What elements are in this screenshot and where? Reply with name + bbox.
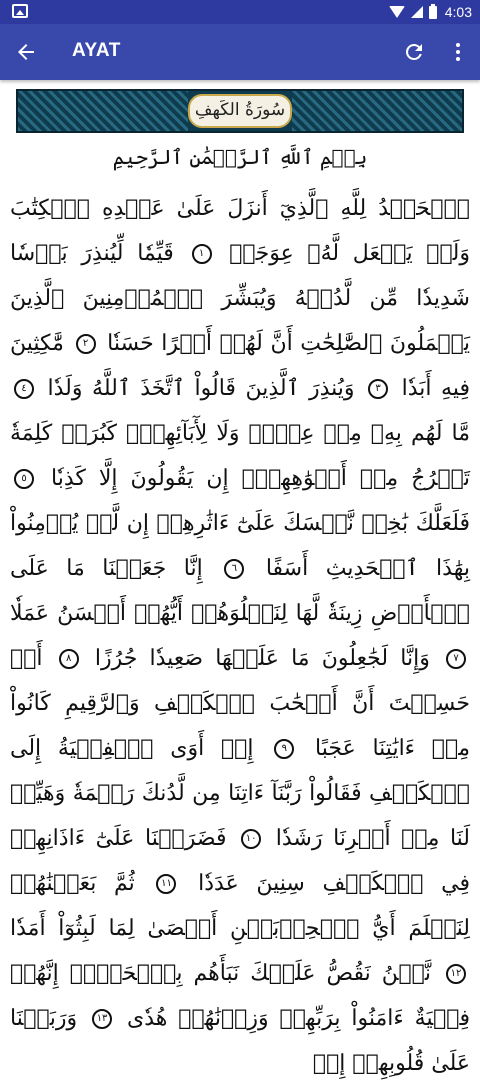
- verse-number-marker: ٣: [368, 379, 388, 399]
- app-bar: [0, 24, 480, 80]
- verse-text: فَلَعَلَّكَ بَٰخِعٞ نَّفۡسَكَ عَلَىٰٓ ءَاثَٰرِهِمۡ إِن لَّمۡ يُؤۡمِنُواْ بِهَٰذَا ٱلۡحَدِيثِ أَسَفًا: [10, 511, 470, 581]
- verse-text: ٱلۡحَمۡدُ لِلَّهِ ٱلَّذِيٓ أَنزَلَ عَلَىٰ عَبۡدِهِ ٱلۡكِتَٰبَ وَلَمۡ يَجۡعَل لَّهُۥ عِوَجَاۜ: [10, 196, 471, 266]
- verse-text: وَرَبَطۡنَا عَلَىٰ قُلُوبِهِمۡ إِذۡ: [10, 1006, 470, 1076]
- verse-text: وَإِنَّا لَجَٰعِلُونَ مَا عَلَيۡهَا صَعِيدٗا جُرُزًا: [82, 646, 430, 671]
- refresh-icon[interactable]: [402, 40, 426, 64]
- verse-number-marker: ٢: [76, 334, 96, 354]
- verse-number-marker: ٨: [59, 649, 79, 669]
- verse-number-marker: ٤: [14, 379, 34, 399]
- verse-text: نَّحۡنُ نَقُصُّ عَلَيۡكَ نَبَأَهُم بِٱلۡحَقِّۚ إِنَّهُمۡ فِتۡيَةٌ ءَامَنُواْ بِرَبِّهِمۡ وَزِدۡنَٰهُمۡ هُدٗى: [10, 961, 471, 1031]
- surah-name: سُورَةُ الكَهفِ: [188, 94, 292, 128]
- verse-text: فَضَرَبۡنَا عَلَىٰٓ ءَاذَانِهِمۡ فِي ٱلۡكَهۡفِ سِنِينَ عَدَدٗا: [10, 826, 470, 896]
- arrow-back-icon[interactable]: [14, 40, 38, 64]
- verse-text: إِنَّا جَعَلۡنَا مَا عَلَى ٱلۡأَرۡضِ زِينَةٗ لَّهَا لِنَبۡلُوَهُمۡ أَيُّهُمۡ أَحۡسَنُ عَمَلٗا: [10, 556, 470, 626]
- page-title: AYAT: [72, 40, 121, 61]
- status-bar: [0, 0, 480, 24]
- verse-number-marker: ٥: [14, 469, 34, 489]
- battery-icon: [429, 6, 437, 19]
- verse-number-marker: ١٠: [241, 829, 261, 849]
- verse-text: ثُمَّ بَعَثۡنَٰهُمۡ لِنَعۡلَمَ أَيُّ ٱلۡحِزۡبَيۡنِ أَحۡصَىٰ لِمَا لَبِثُوٓاْ أَمَدٗا: [10, 871, 470, 941]
- verse-number-marker: ٦: [224, 559, 244, 579]
- verse-text: وَيُنذِرَ ٱلَّذِينَ قَالُواْ ٱتَّخَذَ ٱللَّهُ وَلَدٗا: [38, 376, 355, 401]
- surah-banner: [16, 89, 464, 133]
- verse-number-marker: ١٢: [446, 964, 466, 984]
- verse-text: إِذۡ أَوَى ٱلۡفِتۡيَةُ إِلَى ٱلۡكَهۡفِ فَقَالُواْ رَبَّنَآ ءَاتِنَا مِن لَّدُنكَ رَحۡمَةٗ وَهَيِّئۡ لَنَا مِنۡ أَمۡرِنَا رَشَدٗا: [10, 736, 471, 851]
- image-icon: [12, 4, 28, 18]
- verse-number-marker: ٧: [446, 649, 466, 669]
- wifi-icon: [389, 6, 405, 18]
- banner-ornament-left: [18, 91, 188, 131]
- basmala: بِسۡمِ ٱللَّهِ ٱلرَّحۡمَٰنِ ٱلرَّحِيمِ: [112, 145, 368, 169]
- verse-text: قَيِّمٗا لِّيُنذِرَ بَأۡسٗا شَدِيدٗا مِّن لَّدُنۡهُ وَيُبَشِّرَ ٱلۡمُؤۡمِنِينَ ٱلَّذِينَ يَعۡمَلُونَ ٱلصَّٰلِحَٰتِ أَنَّ لَهُمۡ أَجۡرًا حَسَنٗا: [10, 241, 470, 356]
- signal-icon: [411, 6, 423, 18]
- more-vert-icon[interactable]: [446, 40, 470, 64]
- verses-text: [10, 186, 470, 1086]
- verse-text: أَمۡ حَسِبۡتَ أَنَّ أَصۡحَٰبَ ٱلۡكَهۡفِ وَٱلرَّقِيمِ كَانُواْ مِنۡ ءَايَٰتِنَا عَجَبًا: [10, 646, 470, 761]
- clock: 4:03: [444, 4, 472, 20]
- verse-number-marker: ١: [192, 244, 212, 264]
- status-icons: [389, 0, 472, 24]
- banner-ornament-right: [292, 91, 462, 131]
- verse-text: مَّا لَهُم بِهِۦ مِنۡ عِلۡمٖ وَلَا لِأٓبَآئِهِمۡۚ كَبُرَتۡ كَلِمَةٗ تَخۡرُجُ مِنۡ أَفۡوَٰهِهِمۡۚ إِن يَقُولُونَ إِلَّا كَذِبٗا: [10, 421, 470, 491]
- verse-number-marker: ١١: [156, 874, 176, 894]
- verse-number-marker: ١٣: [92, 1009, 112, 1029]
- verse-text: مَّٰكِثِينَ فِيهِ أَبَدٗا: [10, 331, 470, 401]
- verse-number-marker: ٩: [274, 739, 294, 759]
